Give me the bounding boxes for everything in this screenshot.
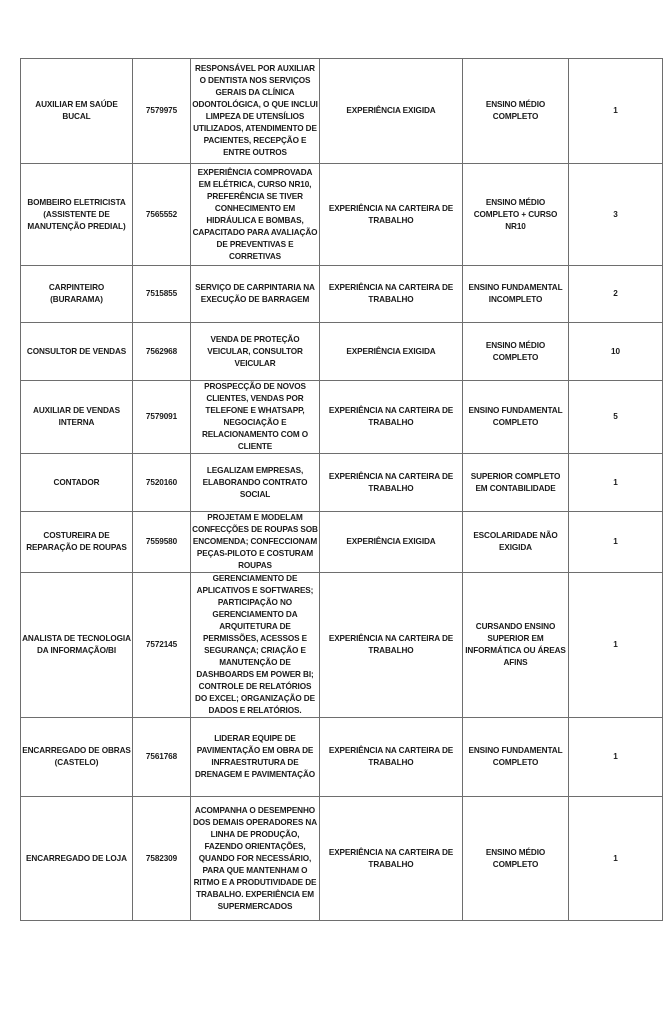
- job-role-cell: ANALISTA DE TECNOLOGIA DA INFORMAÇÃO/BI: [21, 573, 133, 718]
- experience-requirement-cell: EXPERIÊNCIA NA CARTEIRA DE TRABALHO: [320, 164, 463, 266]
- education-requirement-cell: ESCOLARIDADE NÃO EXIGIDA: [463, 512, 569, 573]
- experience-requirement-cell: EXPERIÊNCIA NA CARTEIRA DE TRABALHO: [320, 454, 463, 512]
- job-description-cell: PROJETAM E MODELAM CONFECÇÕES DE ROUPAS SOB ENCOMENDA; CONFECCIONAM PEÇAS-PILOTO E COSTURAM ROUPAS: [191, 512, 320, 573]
- table-row: [21, 266, 663, 323]
- job-code-cell: 7579091: [133, 381, 191, 454]
- vacancies-count-cell: 1: [569, 59, 663, 164]
- job-description-cell: SERVIÇO DE CARPINTARIA NA EXECUÇÃO DE BARRAGEM: [191, 266, 320, 323]
- education-requirement-cell: CURSANDO ENSINO SUPERIOR EM INFORMÁTICA OU ÁREAS AFINS: [463, 573, 569, 718]
- job-code-cell: 7582309: [133, 797, 191, 921]
- table-row: [21, 718, 663, 797]
- job-description-cell: EXPERIÊNCIA COMPROVADA EM ELÉTRICA, CURSO NR10, PREFERÊNCIA SE TIVER CONHECIMENTO EM HIDRÁULICA E BOMBAS, CAPACITADO PARA AVALIAÇÃO DE PREVENTIVAS E CORRETIVAS: [191, 164, 320, 266]
- job-description-cell: LIDERAR EQUIPE DE PAVIMENTAÇÃO EM OBRA DE INFRAESTRUTURA DE DRENAGEM E PAVIMENTAÇÃO: [191, 718, 320, 797]
- vacancies-count-cell: 1: [569, 718, 663, 797]
- table-row: [21, 573, 663, 718]
- vacancies-count-cell: 1: [569, 512, 663, 573]
- education-requirement-cell: ENSINO FUNDAMENTAL COMPLETO: [463, 381, 569, 454]
- experience-requirement-cell: EXPERIÊNCIA EXIGIDA: [320, 323, 463, 381]
- vacancies-count-cell: 2: [569, 266, 663, 323]
- table-row: [21, 381, 663, 454]
- job-role-cell: CONSULTOR DE VENDAS: [21, 323, 133, 381]
- vacancies-count-cell: 1: [569, 454, 663, 512]
- job-role-cell: CARPINTEIRO (BURARAMA): [21, 266, 133, 323]
- vacancies-count-cell: 1: [569, 573, 663, 718]
- table-row: [21, 323, 663, 381]
- vacancies-count-cell: 1: [569, 797, 663, 921]
- job-role-cell: AUXILIAR DE VENDAS INTERNA: [21, 381, 133, 454]
- education-requirement-cell: ENSINO MÉDIO COMPLETO + CURSO NR10: [463, 164, 569, 266]
- job-description-cell: RESPONSÁVEL POR AUXILIAR O DENTISTA NOS SERVIÇOS GERAIS DA CLÍNICA ODONTOLÓGICA, O QUE INCLUI LIMPEZA DE UTENSÍLIOS UTILIZADOS, ATENDIMENTO DE PACIENTES, RECEPÇÃO E ENTRE OUTROS: [191, 59, 320, 164]
- experience-requirement-cell: EXPERIÊNCIA NA CARTEIRA DE TRABALHO: [320, 381, 463, 454]
- job-description-cell: ACOMPANHA O DESEMPENHO DOS DEMAIS OPERADORES NA LINHA DE PRODUÇÃO, FAZENDO ORIENTAÇÕES, QUANDO FOR NECESSÁRIO, PARA QUE MANTENHAM O RITMO E A PRODUTIVIDADE DE TRABALHO. EXPERIÊNCIA EM SUPERMERCADOS: [191, 797, 320, 921]
- job-code-cell: 7515855: [133, 266, 191, 323]
- job-role-cell: AUXILIAR EM SAÚDE BUCAL: [21, 59, 133, 164]
- experience-requirement-cell: EXPERIÊNCIA NA CARTEIRA DE TRABALHO: [320, 573, 463, 718]
- table-row: [21, 59, 663, 164]
- job-vacancies-table: [20, 58, 663, 921]
- experience-requirement-cell: EXPERIÊNCIA NA CARTEIRA DE TRABALHO: [320, 718, 463, 797]
- job-code-cell: 7520160: [133, 454, 191, 512]
- table-row: [21, 512, 663, 573]
- job-description-cell: GERENCIAMENTO DE APLICATIVOS E SOFTWARES; PARTICIPAÇÃO NO GERENCIAMENTO DA ARQUITETURA DE PERMISSÕES, ACESSOS E SEGURANÇA; CRIAÇÃO E MANUTENÇÃO DE DASHBOARDS EM POWER BI; CONTROLE DE RELATÓRIOS DO EXCEL; ORGANIZAÇÃO DE DADOS E RELATÓRIOS.: [191, 573, 320, 718]
- job-description-cell: PROSPECÇÃO DE NOVOS CLIENTES, VENDAS POR TELEFONE E WHATSAPP, NEGOCIAÇÃO E RELACIONAMENTO COM O CLIENTE: [191, 381, 320, 454]
- education-requirement-cell: ENSINO FUNDAMENTAL COMPLETO: [463, 718, 569, 797]
- job-role-cell: ENCARREGADO DE LOJA: [21, 797, 133, 921]
- experience-requirement-cell: EXPERIÊNCIA EXIGIDA: [320, 59, 463, 164]
- job-description-cell: LEGALIZAM EMPRESAS, ELABORANDO CONTRATO SOCIAL: [191, 454, 320, 512]
- job-code-cell: 7579975: [133, 59, 191, 164]
- education-requirement-cell: ENSINO MÉDIO COMPLETO: [463, 797, 569, 921]
- vacancies-count-cell: 10: [569, 323, 663, 381]
- vacancies-count-cell: 5: [569, 381, 663, 454]
- table-row: [21, 454, 663, 512]
- education-requirement-cell: SUPERIOR COMPLETO EM CONTABILIDADE: [463, 454, 569, 512]
- education-requirement-cell: ENSINO MÉDIO COMPLETO: [463, 59, 569, 164]
- job-code-cell: 7572145: [133, 573, 191, 718]
- job-role-cell: BOMBEIRO ELETRICISTA (ASSISTENTE DE MANUTENÇÃO PREDIAL): [21, 164, 133, 266]
- job-role-cell: CONTADOR: [21, 454, 133, 512]
- table-row: [21, 164, 663, 266]
- education-requirement-cell: ENSINO FUNDAMENTAL INCOMPLETO: [463, 266, 569, 323]
- job-code-cell: 7562968: [133, 323, 191, 381]
- job-description-cell: VENDA DE PROTEÇÃO VEICULAR, CONSULTOR VEICULAR: [191, 323, 320, 381]
- experience-requirement-cell: EXPERIÊNCIA EXIGIDA: [320, 512, 463, 573]
- job-role-cell: COSTUREIRA DE REPARAÇÃO DE ROUPAS: [21, 512, 133, 573]
- table-row: [21, 797, 663, 921]
- vacancies-count-cell: 3: [569, 164, 663, 266]
- experience-requirement-cell: EXPERIÊNCIA NA CARTEIRA DE TRABALHO: [320, 266, 463, 323]
- job-role-cell: ENCARREGADO DE OBRAS (CASTELO): [21, 718, 133, 797]
- job-code-cell: 7559580: [133, 512, 191, 573]
- job-code-cell: 7561768: [133, 718, 191, 797]
- education-requirement-cell: ENSINO MÉDIO COMPLETO: [463, 323, 569, 381]
- job-code-cell: 7565552: [133, 164, 191, 266]
- experience-requirement-cell: EXPERIÊNCIA NA CARTEIRA DE TRABALHO: [320, 797, 463, 921]
